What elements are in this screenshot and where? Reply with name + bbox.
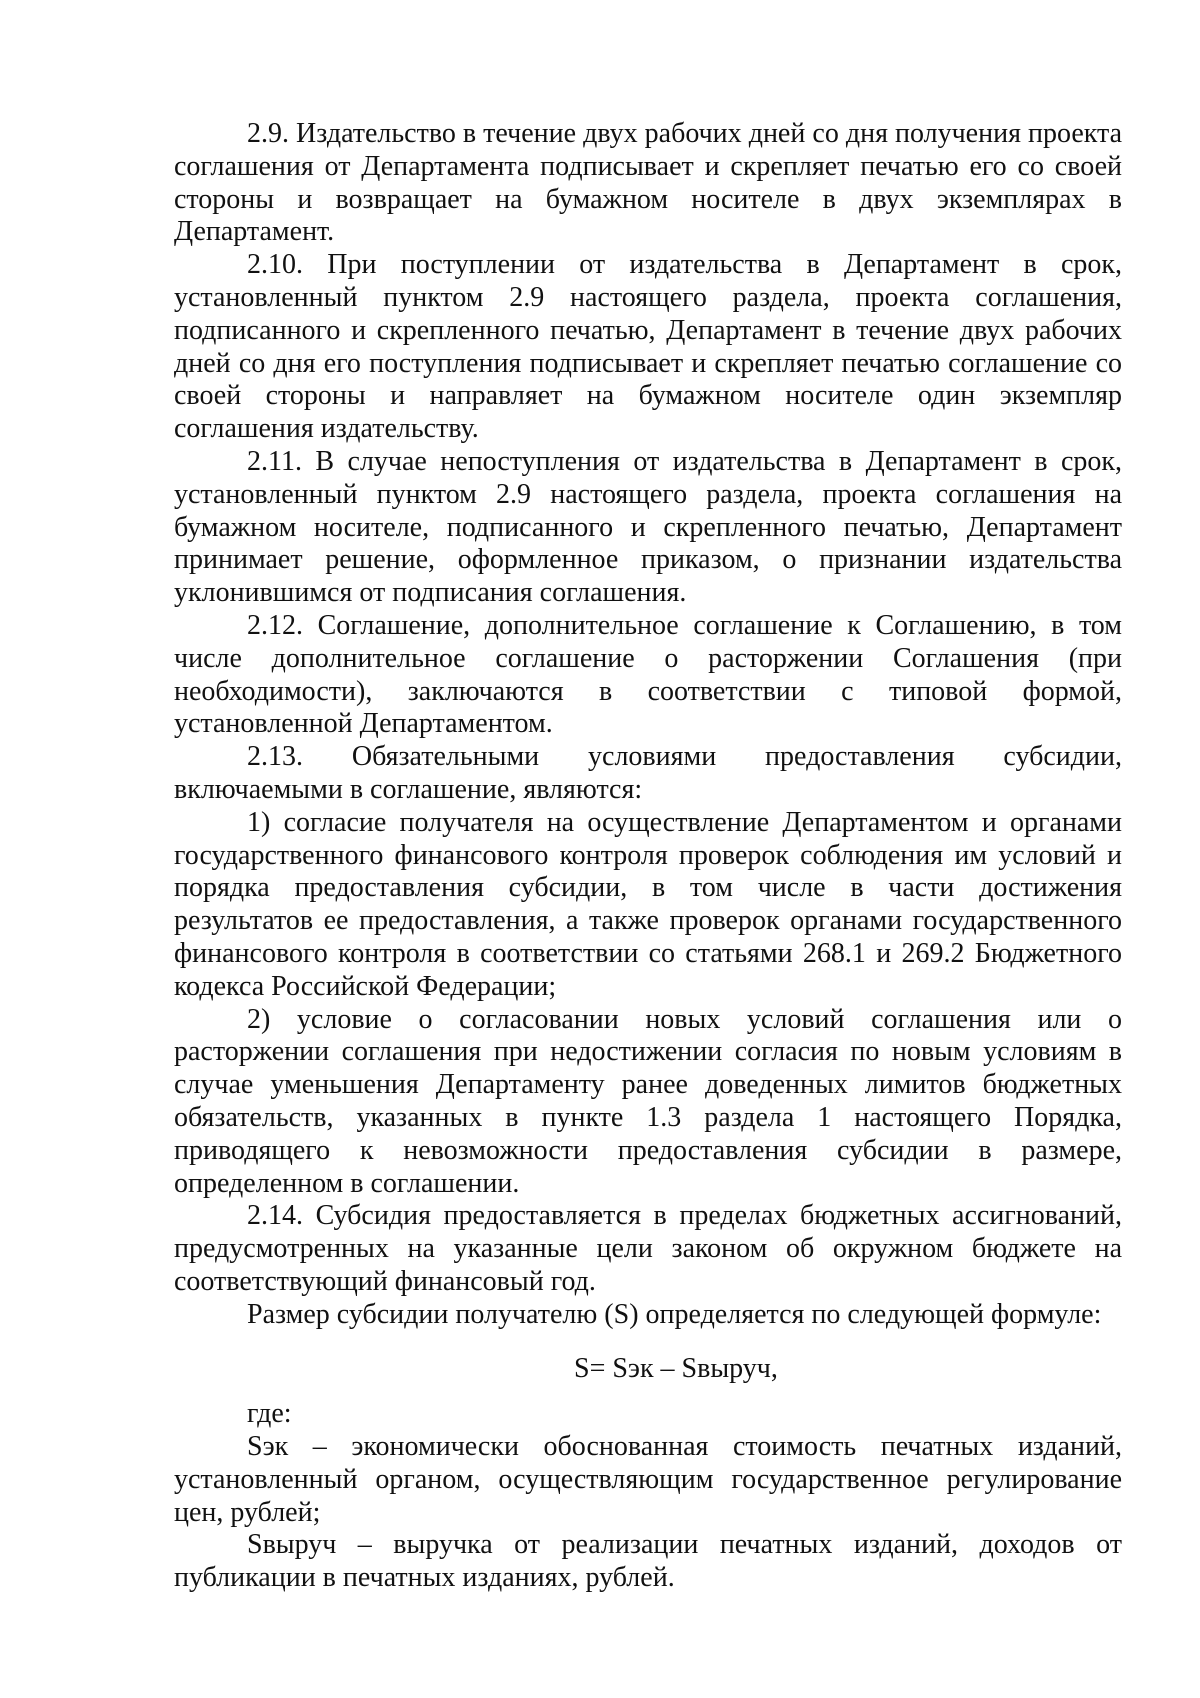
paragraph-2-12: 2.12. Соглашение, дополнительное соглашение к Соглашению, в том числе дополнительное соглашение о расторжении Соглашения (при необходимости), заключаются в соответствии с типовой формой, установленной Департаментом.	[174, 609, 1122, 740]
definition-s-ek: Sэк – экономически обоснованная стоимость печатных изданий, установленный органом, осуществляющим государственное регулирование цен, рублей;	[174, 1431, 1122, 1528]
list-item-2: 2) условие о согласовании новых условий соглашения или о расторжении соглашения при недостижении согласия по новым условиям в случае уменьшения Департаменту ранее доведенных лимитов бюджетных обязательств, указанных в пункте 1.3 раздела 1 настоящего Порядка, приводящего к невозможности предоставления субсидии в размере, определенном в соглашении.	[174, 1003, 1122, 1199]
formula-intro: Размер субсидии получателю (S) определяется по следующей формуле:	[247, 1298, 1102, 1330]
document-page	[174, 118, 1122, 1595]
subsidy-formula: S= Sэк – Sвыруч,	[574, 1353, 778, 1385]
paragraph-2-13: 2.13. Обязательными условиями предоставления субсидии, включаемыми в соглашение, являются:	[174, 741, 1122, 805]
paragraph-2-9: 2.9. Издательство в течение двух рабочих дней со дня получения проекта соглашения от Департамента подписывает и скрепляет печатью его со своей стороны и возвращает на бумажном носителе в двух экземплярах в Департамент.	[174, 118, 1122, 248]
where-label: где:	[247, 1398, 292, 1430]
definition-s-revenue: Sвыруч – выручка от реализации печатных изданий, доходов от публикации в печатных изданиях, рублей.	[174, 1529, 1122, 1594]
list-item-1: 1) согласие получателя на осуществление Департаментом и органами государственного финансового контроля проверок соблюдения им условий и порядка предоставления субсидии, в том числе в части достижения результатов ее предоставления, а также проверок органами государственного финансового контроля в соответствии со статьями 268.1 и 269.2 Бюджетного кодекса Российской Федерации;	[174, 806, 1122, 1002]
paragraph-2-14: 2.14. Субсидия предоставляется в пределах бюджетных ассигнований, предусмотренных на указанные цели законом об окружном бюджете на соответствующий финансовый год.	[174, 1200, 1122, 1297]
paragraph-2-11: 2.11. В случае непоступления от издательства в Департамент в срок, установленный пунктом 2.9 настоящего раздела, проекта соглашения на бумажном носителе, подписанного и скрепленного печатью, Департамент принимает решение, оформленное приказом, о признании издательства уклонившимся от подписания соглашения.	[174, 445, 1122, 609]
paragraph-2-10: 2.10. При поступлении от издательства в Департамент в срок, установленный пунктом 2.9 настоящего раздела, проекта соглашения, подписанного и скрепленного печатью, Департамент в течение двух рабочих дней со дня его поступления подписывает и скрепляет печатью соглашение со своей стороны и направляет на бумажном носителе один экземпляр соглашения издательству.	[174, 249, 1122, 445]
